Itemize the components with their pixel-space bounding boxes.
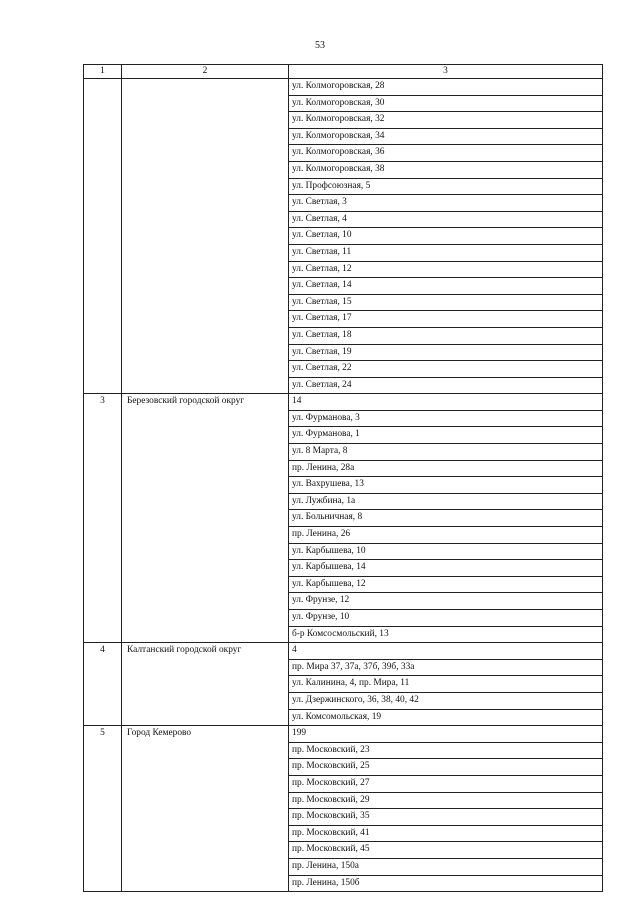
group-count: 14 [289,394,603,411]
address-cell: ул. Светлая, 18 [289,327,603,344]
address-cell: пр. Ленина, 150б [289,875,603,892]
address-cell: ул. Колмогоровская, 34 [289,128,603,145]
address-cell: ул. Светлая, 14 [289,278,603,295]
header-col-3: 3 [289,65,603,79]
address-cell: ул. Светлая, 3 [289,195,603,212]
address-cell: пр. Мира 37, 37а, 37б, 39б, 33а [289,659,603,676]
address-cell: ул. Фрунзе, 12 [289,593,603,610]
group-header-row [84,643,603,660]
address-cell: б-р Комсосмольский, 13 [289,626,603,643]
group-name [122,79,289,394]
address-cell: ул. Лужбина, 1а [289,493,603,510]
address-cell: пр. Московский, 23 [289,742,603,759]
address-cell: ул. Дзержинского, 36, 38, 40, 42 [289,692,603,709]
header-col-1: 1 [84,65,122,79]
address-cell: ул. Больничная, 8 [289,510,603,527]
address-cell: ул. Фурманова, 1 [289,427,603,444]
address-row [84,79,603,96]
address-cell: пр. Ленина, 28а [289,460,603,477]
address-cell: ул. Светлая, 12 [289,261,603,278]
table-header-row [84,65,603,79]
page-number: 53 [315,40,325,51]
address-cell: ул. Колмогоровская, 30 [289,95,603,112]
address-cell: ул. Колмогоровская, 38 [289,161,603,178]
address-cell: ул. Фурманова, 3 [289,410,603,427]
address-cell: пр. Московский, 35 [289,809,603,826]
group-name: Калтанский городской округ [122,643,289,726]
address-cell: ул. Светлая, 24 [289,377,603,394]
address-cell: ул. Профсоюзная, 5 [289,178,603,195]
address-cell: пр. Московский, 27 [289,775,603,792]
address-cell: ул. Колмогоровская, 28 [289,79,603,96]
table-body [84,65,603,892]
group-name: Березовский городской округ [122,394,289,643]
address-cell: ул. Карбышева, 12 [289,576,603,593]
address-cell: пр. Ленина, 150а [289,858,603,875]
group-count: 4 [289,643,603,660]
group-number [84,79,122,394]
group-count: 199 [289,726,603,743]
address-cell: ул. Вахрушева, 13 [289,477,603,494]
address-cell: ул. Карбышева, 14 [289,560,603,577]
address-cell: пр. Московский, 41 [289,825,603,842]
address-cell: ул. Светлая, 10 [289,228,603,245]
address-cell: ул. Фрунзе, 10 [289,610,603,627]
address-cell: ул. Карбышева, 10 [289,543,603,560]
address-table [83,64,603,892]
address-cell: ул. Светлая, 4 [289,211,603,228]
address-cell: ул. 8 Марта, 8 [289,444,603,461]
address-cell: пр. Московский, 25 [289,759,603,776]
group-header-row [84,394,603,411]
group-header-row [84,726,603,743]
group-number: 4 [84,643,122,726]
address-cell: ул. Светлая, 19 [289,344,603,361]
address-cell: ул. Калинина, 4, пр. Мира, 11 [289,676,603,693]
address-cell: пр. Ленина, 26 [289,527,603,544]
address-cell: ул. Комсомольская, 19 [289,709,603,726]
group-name: Город Кемерово [122,726,289,892]
address-cell: ул. Колмогоровская, 36 [289,145,603,162]
group-number: 5 [84,726,122,892]
address-cell: ул. Светлая, 17 [289,311,603,328]
address-cell: ул. Светлая, 11 [289,244,603,261]
address-cell: пр. Московский, 29 [289,792,603,809]
address-cell: ул. Колмогоровская, 32 [289,112,603,129]
address-cell: ул. Светлая, 15 [289,294,603,311]
header-col-2: 2 [122,65,289,79]
address-cell: ул. Светлая, 22 [289,361,603,378]
group-number: 3 [84,394,122,643]
address-cell: пр. Московский, 45 [289,842,603,859]
